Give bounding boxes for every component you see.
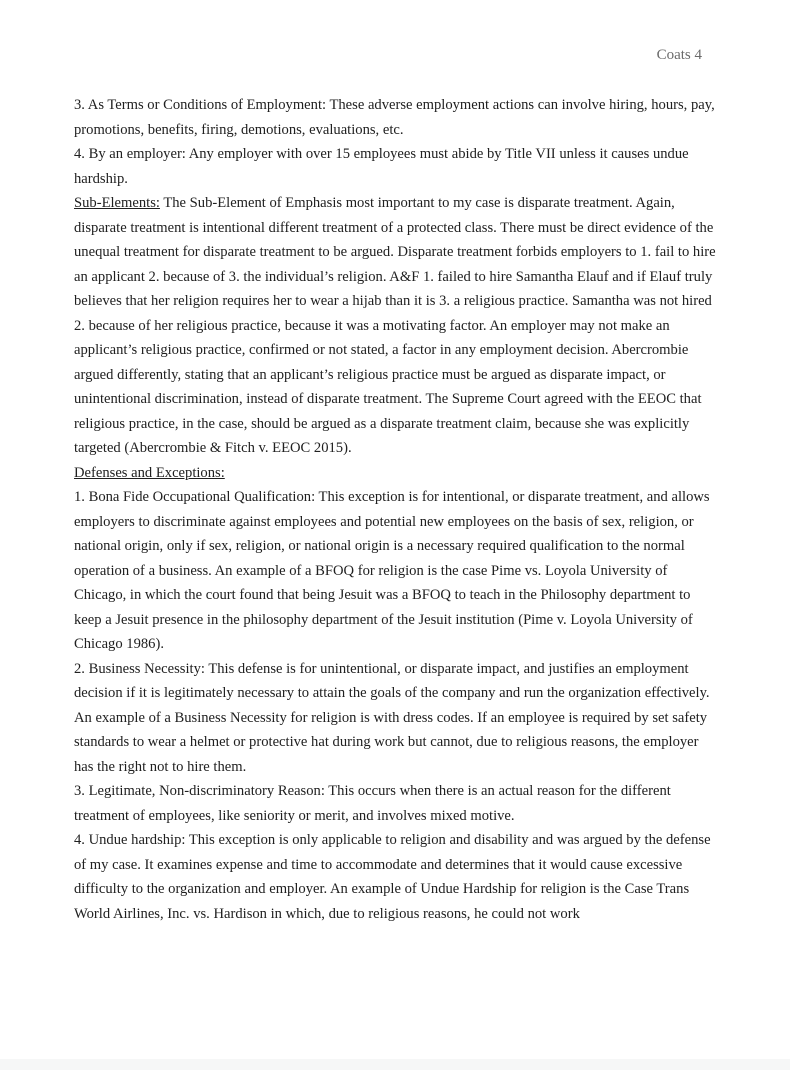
paragraph-terms-or-conditions [74, 93, 719, 142]
page-bottom-edge [0, 1059, 790, 1070]
heading-defenses-and-exceptions [74, 461, 719, 486]
paragraph-sub-elements [74, 191, 719, 461]
paragraph-text: 3. Legitimate, Non-discriminatory Reason: This occurs when there is an actual reason for the different treatment of employees, like seniority or merit, and involves mixed motive. [74, 783, 671, 824]
paragraph-text: 4. Undue hardship: This exception is only applicable to religion and disability and was argued by the defense of my case. It examines expense and time to accommodate and determines that it would cause excessive difficulty to the organization and employer. An example of Undue Hardship for religion is the Case Trans World Airlines, Inc. vs. Hardison in which, due to religious reasons, he could not work [74, 832, 711, 922]
underlined-lead-defenses-and-exceptions: Defenses and Exceptions: [74, 464, 225, 481]
page-header [0, 46, 702, 65]
paragraph-text: 1. Bona Fide Occupational Qualification: This exception is for intentional, or disparate treatment, and allows employers to discriminate against employees and potential new employees on the basis of sex, religion, or national origin, only if sex, religion, or national origin is a necessary required qualification to the normal operation of a business. An example of a BFOQ for religion is the case Pime vs. Loyola University of Chicago, in which the court found that being Jesuit was a BFOQ to teach in the Philosophy department to keep a Jesuit presence in the philosophy department of the Jesuit institution (Pime v. Loyola University of Chicago 1986). [74, 489, 710, 652]
document-body [74, 93, 719, 926]
paragraph-bfoq [74, 485, 719, 657]
running-head-page-number: Coats 4 [656, 47, 702, 63]
paragraph-by-an-employer [74, 142, 719, 191]
document-page [0, 46, 790, 1070]
paragraph-undue-hardship [74, 828, 719, 926]
paragraph-text: 3. As Terms or Conditions of Employment: These adverse employment actions can involve hiring, hours, pay, promotions, benefits, firing, demotions, evaluations, etc. [74, 97, 715, 138]
paragraph-business-necessity [74, 657, 719, 780]
underlined-lead-sub-elements: Sub-Elements: [74, 195, 160, 211]
paragraph-text: The Sub-Element of Emphasis most important to my case is disparate treatment. Again, disparate treatment is intentional different treatment of a protected class. There must be direct evidence of the unequal treatment for disparate treatment to be argued. Disparate treatment forbids employers to 1. fail to hire an applicant 2. because of 3. the individual’s religion. A&F 1. failed to hire Samantha Elauf and if Elauf truly believes that her religion requires her to wear a hijab than it is 3. a religious practice. Samantha was not hired 2. because of her religious practice, because it was a motivating factor. An employer may not make an applicant’s religious practice, confirmed or not stated, a factor in any employment decision. Abercrombie argued differently, stating that an applicant’s religious practice must be argued as disparate impact, or unintentional discrimination, instead of disparate treatment. The Supreme Court agreed with the EEOC that religious practice, in the case, should be argued as a disparate treatment claim, because she was explicitly targeted (Abercrombie & Fitch v. EEOC 2015). [74, 195, 716, 456]
paragraph-text: 2. Business Necessity: This defense is for unintentional, or disparate impact, and justifies an employment decision if it is legitimately necessary to attain the goals of the company and run the organization effectively. An example of a Business Necessity for religion is with dress codes. If an employee is required by set safety standards to wear a helmet or protective hat during work but cannot, due to religious reasons, the employer has the right not to hire them. [74, 660, 710, 775]
paragraph-legitimate-reason [74, 779, 719, 828]
paragraph-text: 4. By an employer: Any employer with over 15 employees must abide by Title VII unless it causes undue hardship. [74, 146, 689, 187]
